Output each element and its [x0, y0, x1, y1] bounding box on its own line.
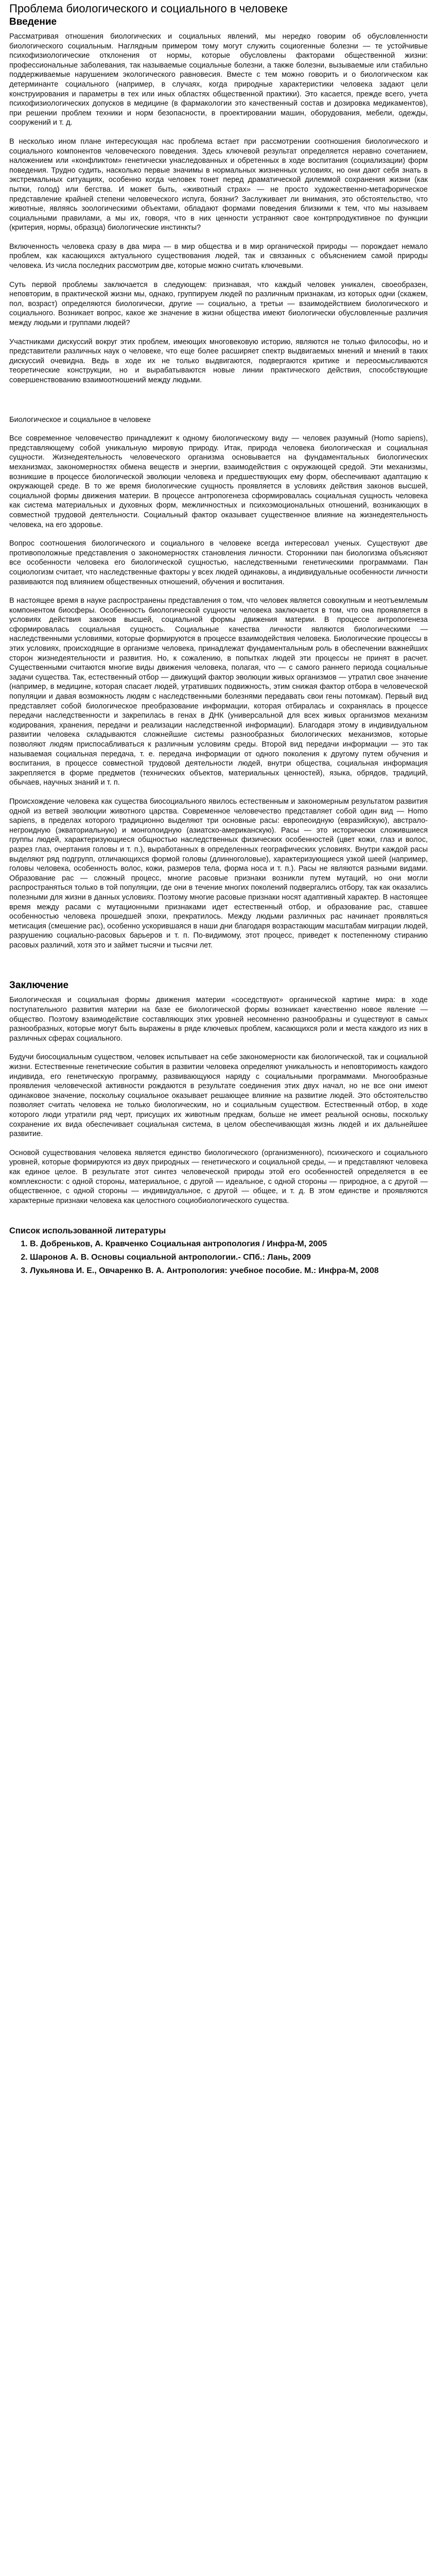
intro-paragraph: Включенность человека сразу в два мира — в мир общества и в мир органической природы — порождает немало проблем, как касающихся актуального существования людей, так и связанных с объяснением самой природы человека. Из числа последних рассмотрим две, которые можно считать ключевыми.	[9, 242, 428, 270]
intro-heading: Введение	[9, 16, 57, 27]
conclusion-paragraph: Будучи биосоциальным существом, человек испытывает на себе закономерности как биологической, так и социальной жизни. Естественные генетические события в развитии человека определяют уникальность и неповторимость каждого индивида, его генетическую программу, развивающуюся наряду с социальными программами. Многообразные проявления человеческой активности рождаются в результате соединения этих двух начал, но не все они имеют одинаковое значение, поскольку социальное оказывает решающее влияние на развитие людей. Это обстоятельство позволяет считать человека не только биологическим, но и социальным существом. Естественный отбор, в ходе которого люди утратили ряд черт, присущих их животным предкам, больше не имеет реальной основы, поскольку сохранение их вида обеспечивает социальная система, в целом обеспечивающая жизнь людей и их дальнейшее развитие.	[9, 1053, 428, 1139]
body-section	[9, 415, 428, 951]
literature-item: 3. Лукьянова И. Е., Овчаренко В. А. Антропология: учебное пособие. М.: Инфра-М, 2008	[30, 1266, 428, 1276]
intro-paragraph: Участниками дискуссий вокруг этих проблем, имеющих многовековую историю, являются не только философы, но и представители различных наук о человеке, что еще более расширяет спектр выдвигаемых мнений и мнений в таких дискуссий очевидна. Ведь в ходе их не только выдвигаются, подвергаются критике и переосмысливаются теоретические конструкции, но и вырабатываются новые линии практического действия, способствующие совершенствованию взаимоотношений между людьми.	[9, 337, 428, 384]
conclusion-paragraph: Биологическая и социальная формы движения материи «соседствуют» органической картине мира: в ходе поступательного развития материи на базе ее биологической формы возникает качественно новое явление — общество. Поэтому взаимодействие составляющих этих уровней несомненно разнообразны и существуют в самых разнообразных, которые могут быть выражены в ряде ключевых проблем, касающихся роли и места каждого из них в различных сферах социального.	[9, 996, 428, 1043]
intro-section	[9, 16, 428, 385]
spacer	[9, 1215, 428, 1226]
conclusion-paragraph: Основой существования человека является единство биологического (организменного), психического и социального уровней, которые формируются из двух природных — генетического и социальной среды, — и представляют человека как единое целое. В результате этот синтез человеческой природы этой его особенностей определяется в ее комплексности: с одной стороны, материальное, с другой — идеальное, с одной стороны — природное, а с другой — общественное, с одной стороны — индивидуальное, с другой — общее, и т. д. В этом единстве и проявляются характерные признаки человека как целостного социобиологического существа.	[9, 1148, 428, 1205]
body-subheading: Биологическое и социальное в человеке	[9, 415, 151, 424]
spacer	[9, 959, 428, 980]
body-paragraph: Все современное человечество принадлежит к одному биологическому виду — человек разумный (Homo sapiens), представляющему собой уникальную мировую природу. Итак, природа человека биологическая и социальная сущности. Жизнедеятельность человеческого организма основывается на фундаментальных биологических механизмах, закономерностях обмена веществ и энергии, взаимодействия с окружающей средой. Эти механизмы, возникшие в процессе биологической эволюции человека и предшествующих ему форм, обеспечивают адаптацию к окружающей среде. В то же время биологические сущность проявляется в условиях действия законов высшей, социальной формы движения материи. В процессе антропогенеза сформировалась социальная сущность человека как система материальных и духовных форм, межличностных и психоэмоциональных отношений, возникающих в совместной трудовой деятельности. Социальный фактор оказывает существенное влияние на жизнедеятельность человека, на его здоровье.	[9, 434, 428, 529]
conclusion-heading: Заключение	[9, 980, 69, 991]
intro-paragraph: В несколько ином плане интересующая нас проблема встает при рассмотрении соотношения биологического и социального компонентов человеческого поведения. Здесь ключевой результат определяется неравно сочетанием, наложением или «конфликтом» генетически унаследованных и обретенных в ходе воспитания (социализации) форм поведения. Трудно судить, насколько первые значимы в нормальных жизненных условиях, но они дают себя знать в экстремальных ситуациях, особенно когда человек тонет перед драматической дилеммой сохранения жизни (как пытки, голод) или бегства. И может быть, «животный страх» — не просто художественно-метафорическое представление крайней степени человеческого испуга, боязни? Заслуживает ли внимания, это обстоятельство, что животные, являясь зоологическими объектами, обладают формами поведения близкими к тем, что мы называем социальными правилами, а мы их, говоря, что в них ценности устраняют свое контрпродуктивное по функции (критерия, нормы, образца) биологические инстинкты?	[9, 137, 428, 232]
literature-heading: Список использованной литературы	[9, 1226, 166, 1236]
conclusion-section	[9, 980, 428, 1206]
intro-paragraph: Суть первой проблемы заключается в следующем: признавая, что каждый человек уникален, своеобразен, неповторим, в практической жизни мы, однако, группируем людей по различным признакам, из которых одни (скажем, пол, возраст) определяются биологически, другие — социально, а третьи — взаимодействием биологического и социального. Возникает вопрос, какое же значение в жизни общества имеют биологически обусловленные различия между людьми и группами людей?	[9, 280, 428, 328]
literature-list	[9, 1239, 428, 1276]
literature-section	[9, 1226, 428, 1276]
document-title: Проблема биологического и социального в человеке	[9, 2, 288, 15]
document	[0, 0, 436, 1276]
body-paragraph: Вопрос соотношения биологического и социального в человеке всегда интересовал ученых. Существуют две противоположные представления о закономерностях становления личности. Сторонники пан биологизма объясняют все особенности человека его биологической сущностью, наследственными генетическими программами. Пан социологизм считает, что наследственные факторы у всех людей одинаковы, а индивидуальные особенности личности развиваются под влиянием общественных отношений, обучения и воспитания.	[9, 539, 428, 586]
intro-paragraph: Рассматривая отношения биологических и социальных явлений, мы нередко говорим об обусловленности биологического социальным. Наглядным примером тому могут служить социогенные болезни — те устойчивые психофизиологические отклонения от нормы, которые обусловлены факторами общественной жизни: профессиональные заболевания, так называемые социальные болезни, а также болезни, вызываемые или стабильно поддерживаемые нарушением экологического равновесия. Вместе с тем можно говорить и о биологическом как детерминанте социального (например, в случаях, когда природные характеристики человека задают цели конструирования и параметры в тех или иных областях общественной практики). Это касается, прежде всего, учета психофизиологических допусков в медицине (в фармакологии это качественный состав и дозировка медикаментов), при решении проблем техники и норм безопасности, в проектировании машин, оборудования, мебели, одежды, сооружений и т. д.	[9, 32, 428, 127]
spacer	[9, 395, 428, 415]
literature-item: 2. Шаронов А. В. Основы социальной антропологии.- СПб.: Лань, 2009	[30, 1252, 428, 1263]
body-paragraph: В настоящее время в науке распространены представления о том, что человек является совокупным и неотъемлемым компонентом биосферы. Особенность биологической сущности человека заключается в том, что она проявляется в условиях действия законов высшей, социальной формы движения материи. В процессе антропогенеза сформировалась социальная сущность. Социальные качества личности являются биологическими — наследственными условиями, которые формируются в процессе взаимодействия человека. Биологические процессы в этих условиях, происходящие в организме человека, принадлежат фундаментальным роль в обеспечении важнейших сторон жизнедеятельности и развития. Но, к сожалению, в попытках людей эти процессы не принят в расчет. Существенными считаются многие виды движения человека, полагая, что — с самого раннего периода социальные задачи существа. Так, естественный отбор — движущий фактор эволюции живых организмов — утратил свое значение (например, в медицине, которая спасает людей, утративших подвижность, этим снижая фактор отбора в человеческой популяции и давая возможность людям с наследственными болезнями передавать свои гены потомкам). Первый вид представляет собой биологическое преобразование информации, которая отбиралась и сохранялась в процессе передачи наследственности и закрепилась в генах в ДНК (универсальной для всех живых организмов механизм кодирования, хранения, передачи и реализации наследственной информации). Благодаря этому в индивидуальном развитии человека складываются сложнейшие системы разнообразных биологических механизмов, которые позволяют людям приспосабливаться к различным условиям среды. Второй вид передачи информации — это так называемая социальная передача, т. е. передача информации от одного поколения к другому путем обучения и воспитания, в процессе совместной трудовой деятельности людей, внутри общества, социальная информация закрепляется в форме предметов (технических объектов, материальных ценностей), языка, обрядов, традиций, обычаев, научных знаний и т. п.	[9, 597, 428, 787]
literature-item: 1. В. Добреньков, А. Кравченко Социальная антропология / Инфра-М, 2005	[30, 1239, 428, 1249]
body-paragraph: Происхождение человека как существа биосоциального явилось естественным и закономерным результатом развития одной из ветвей эволюции животного царства. Современное человечество представляет собой один вид — Homo sapiens, в пределах которого традиционно выделяют три основные расы: европеоидную (евразийскую), австрало-негроидную (экваториальную) и монголоидную (азиатско-американскую). Расы — это исторически сложившиеся группы людей, характеризующиеся общностью наследственных физических особенностей (цвет кожи, глаз и волос, разрез глаз, очертания головы и т. п.), выработанных в определенных географических условиях. Внутри каждой расы выделяют ряд подгрупп, отличающихся формой головы (длинноголовые), характеризующиеся узкой шеей (например, головы человека, особенность волос, кожи, размеров тела, форма носа и т. п.). Расы не являются разными видами. Образование рас — сложный процесс, многие расовые признаки возникли путем мутаций, но они могли распространяться только в той популяции, где они в течение многих поколений подвергались отбору, так как оказались полезными для жизни в данных условиях. Поэтому многие расовые признаки носят адаптивный характер. В настоящее время между расами с мутационными признаками идет естественный отбор, и образование рас, ставшее особенностью человека прошедшей эпохи, прекратилось. Между людьми различных рас начинает проявляться метисация (смешение рас), особенно ускорившаяся в наши дни благодаря возрастающим масштабам миграции людей, разрушению социально-расовых барьеров и т. п. По-видимому, этот процесс, приведет к постепенному стиранию расовых различий, хотя это и займет тысячи и тысячи лет.	[9, 797, 428, 950]
